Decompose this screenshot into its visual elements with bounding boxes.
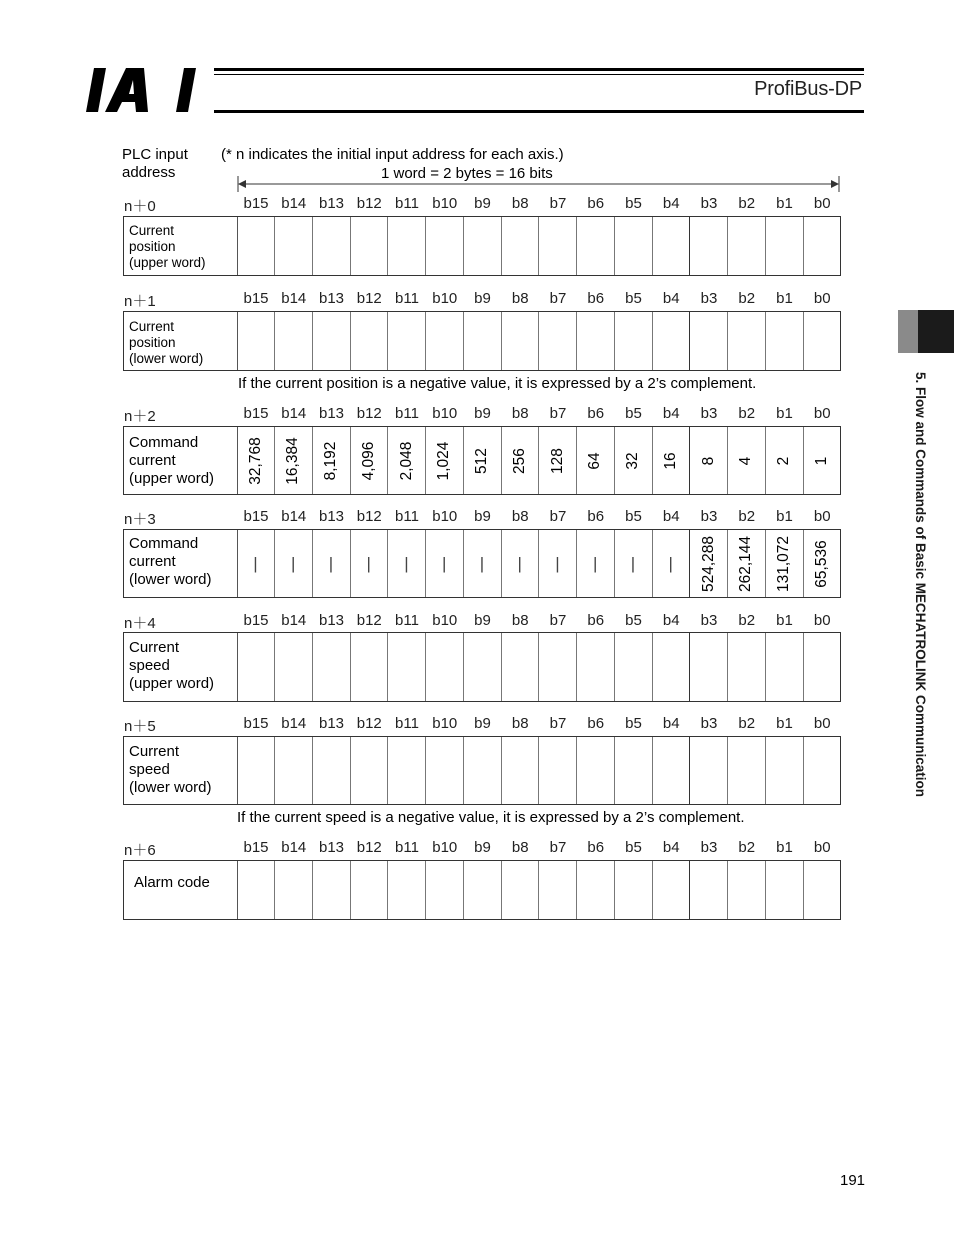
address-note: (* n indicates the initial input address for each axis.)	[221, 146, 564, 163]
bit-cell	[766, 861, 804, 919]
bit-cell	[539, 427, 577, 494]
bit-cell	[652, 312, 690, 370]
bit-cell	[728, 861, 766, 919]
bit-header: b11	[395, 839, 419, 856]
bit-cell	[652, 861, 690, 919]
bit-header: b5	[625, 839, 642, 856]
bit-header: b2	[738, 290, 756, 307]
bit-cell	[275, 861, 313, 919]
bit-header: b5	[625, 195, 642, 212]
plc-input-address-label: PLC input address	[122, 146, 188, 181]
bit-header: b5	[625, 405, 642, 422]
bit-header: b6	[587, 715, 605, 732]
bit-header: b14	[281, 508, 307, 525]
bit-header: b14	[281, 405, 307, 422]
bit-header: b8	[511, 612, 529, 629]
word-span-arrow	[236, 176, 842, 192]
bit-header: b13	[318, 195, 345, 212]
register-row	[123, 311, 841, 371]
bit-cell	[501, 312, 539, 370]
bit-weight-value: |	[668, 553, 673, 573]
register-description: Current position (upper word)	[129, 223, 206, 270]
bit-weight-value: 8,192	[322, 441, 339, 480]
bit-header: b6	[587, 195, 605, 212]
bit-header: b2	[738, 839, 756, 856]
bit-header: b9	[474, 290, 491, 307]
chapter-tab-gray	[898, 310, 918, 353]
bit-weight-value: 4,096	[359, 441, 377, 480]
register-address: n＋1	[124, 293, 156, 310]
bit-header: b2	[738, 405, 756, 422]
bit-cell	[728, 737, 766, 804]
register-description-cell	[124, 633, 238, 701]
bit-header: b10	[432, 715, 458, 732]
bit-header: b7	[549, 290, 567, 307]
bit-cell	[313, 312, 351, 370]
register-description-cell	[124, 737, 238, 804]
bit-header: b10	[432, 839, 458, 856]
bit-cell	[350, 312, 388, 370]
bit-header: b6	[587, 508, 605, 525]
bit-cell	[464, 530, 502, 597]
bit-cell	[501, 427, 539, 494]
bit-header: b6	[587, 405, 605, 422]
bit-header: b1	[776, 715, 793, 732]
bit-weight-value: 64	[586, 451, 604, 470]
bit-cell	[501, 861, 539, 919]
bit-weight-value: 128	[548, 447, 566, 474]
bit-header: b8	[511, 715, 529, 732]
bit-header: b13	[318, 290, 345, 307]
bit-header: b7	[549, 839, 567, 856]
bit-header: b12	[356, 405, 382, 422]
bit-cell	[464, 312, 502, 370]
bit-cell	[577, 427, 615, 494]
bit-cell	[690, 217, 728, 275]
bit-cell	[615, 530, 653, 597]
bit-header: b2	[738, 195, 756, 212]
bit-header: b0	[813, 612, 831, 629]
bit-weight-value: |	[593, 553, 598, 573]
bit-cell	[464, 427, 502, 494]
bit-header: b13	[318, 405, 345, 422]
bit-cell	[275, 737, 313, 804]
register-address: n＋4	[124, 615, 156, 632]
bit-weight-value: 16,384	[284, 436, 302, 485]
register-description: Command current (upper word)	[129, 434, 215, 487]
bit-weight-value: |	[404, 553, 409, 573]
bit-header: b10	[432, 405, 458, 422]
bit-cell	[426, 861, 464, 919]
bit-cell	[350, 737, 388, 804]
bit-cell	[275, 217, 313, 275]
bit-cell	[237, 633, 275, 701]
bit-cell	[237, 217, 275, 275]
bit-cell	[690, 530, 728, 597]
bit-weight-value: 16	[661, 451, 679, 470]
iai-logo	[86, 66, 206, 114]
bit-cell	[652, 217, 690, 275]
bit-header: b13	[318, 839, 345, 856]
bit-header: b0	[813, 290, 831, 307]
bit-header: b2	[738, 508, 756, 525]
bit-cell	[803, 312, 841, 370]
bit-cell	[803, 427, 841, 494]
bit-cell	[388, 633, 426, 701]
bit-cell	[766, 633, 804, 701]
register-description: Current speed (lower word)	[129, 743, 212, 796]
bit-header: b8	[511, 508, 529, 525]
bit-header: b1	[776, 839, 793, 856]
bit-header: b4	[662, 508, 680, 525]
bit-header: b11	[395, 715, 419, 732]
bit-cell	[652, 530, 690, 597]
bit-cell	[464, 861, 502, 919]
bit-header: b15	[243, 508, 269, 525]
bit-header: b12	[356, 715, 382, 732]
bit-cell	[388, 427, 426, 494]
bit-weight-value: 1	[813, 456, 831, 465]
bit-weight-value: |	[479, 553, 485, 573]
bit-weight-value: 256	[510, 447, 528, 474]
bit-header: b6	[587, 612, 605, 629]
bit-weight-value: 524,288	[699, 535, 717, 592]
word-span-label: 1 word = 2 bytes = 16 bits	[381, 165, 553, 182]
bit-header: b14	[281, 290, 307, 307]
register-description-cell	[124, 312, 238, 370]
bit-weight-value: 4	[737, 456, 755, 465]
bit-cell	[803, 737, 841, 804]
bit-cell	[690, 427, 728, 494]
bit-cell	[615, 861, 653, 919]
bit-cell	[313, 861, 351, 919]
bit-header: b15	[243, 290, 269, 307]
register-description: Command current (lower word)	[129, 535, 212, 588]
chapter-side-title: 5. Flow and Commands of Basic MECHATROLINK Communication	[913, 372, 928, 798]
bit-cell	[388, 312, 426, 370]
bit-weight-value: 1,024	[435, 441, 453, 480]
bit-cell	[615, 427, 653, 494]
bit-cell	[652, 737, 690, 804]
bit-header: b3	[700, 290, 718, 307]
bit-cell	[652, 427, 690, 494]
bit-header: b4	[662, 195, 680, 212]
header-rule-bottom	[214, 110, 864, 113]
bit-cell	[275, 633, 313, 701]
bit-header: b5	[625, 715, 642, 732]
bit-weight-value: 2,048	[397, 441, 415, 480]
register-description: Alarm code	[134, 874, 210, 891]
bit-weight-value: 8	[699, 456, 717, 465]
bit-header: b7	[549, 195, 567, 212]
bit-header: b7	[549, 715, 567, 732]
bit-header: b9	[474, 195, 491, 212]
bit-header: b12	[356, 195, 382, 212]
bit-header: b5	[625, 290, 642, 307]
bit-header: b11	[395, 612, 419, 629]
bit-cell	[464, 217, 502, 275]
bit-cell	[237, 737, 275, 804]
bit-header: b14	[281, 612, 307, 629]
bit-cell	[350, 217, 388, 275]
bit-header: b6	[587, 839, 605, 856]
bit-header: b6	[587, 290, 605, 307]
bit-cell	[313, 530, 351, 597]
bit-header: b9	[474, 405, 491, 422]
bit-header: b9	[474, 715, 491, 732]
bit-header: b0	[813, 195, 831, 212]
bit-cell	[350, 861, 388, 919]
bit-header: b8	[511, 195, 529, 212]
register-description-cell	[124, 427, 238, 494]
bit-header: b4	[662, 612, 680, 629]
page-number: 191	[840, 1172, 866, 1189]
bit-header: b3	[700, 612, 718, 629]
bit-cell	[388, 217, 426, 275]
bit-header: b10	[432, 612, 458, 629]
bit-cell	[690, 861, 728, 919]
bit-header: b10	[432, 508, 458, 525]
bit-cell	[539, 861, 577, 919]
bit-cell	[577, 861, 615, 919]
bit-cell	[501, 737, 539, 804]
bit-cell	[803, 633, 841, 701]
bit-cell	[766, 530, 804, 597]
bit-cell	[350, 530, 388, 597]
bit-cell	[615, 633, 653, 701]
bit-cell	[728, 633, 766, 701]
bit-header: b12	[356, 508, 382, 525]
bit-header: b15	[243, 612, 269, 629]
bit-cell	[388, 530, 426, 597]
bit-header: b15	[243, 839, 269, 856]
bit-cell	[539, 217, 577, 275]
bit-cell	[388, 861, 426, 919]
bit-header: b0	[813, 405, 831, 422]
bit-cell	[426, 737, 464, 804]
bit-weight-value: 131,072	[775, 535, 792, 592]
bit-header: b9	[474, 508, 491, 525]
bit-cell	[577, 530, 615, 597]
bit-cell	[615, 312, 653, 370]
bit-header: b1	[776, 195, 793, 212]
bit-cell	[577, 737, 615, 804]
bit-cell	[237, 312, 275, 370]
bit-cell	[766, 217, 804, 275]
bit-weight-value: |	[442, 553, 447, 573]
bit-cell	[501, 633, 539, 701]
position-complement-note: If the current position is a negative value, it is expressed by a 2’s complement.	[238, 375, 757, 392]
bit-cell	[313, 427, 351, 494]
bit-cell	[426, 217, 464, 275]
bit-header: b3	[700, 715, 718, 732]
register-address: n＋0	[124, 198, 156, 215]
bit-cell	[501, 530, 539, 597]
bit-header: b8	[511, 405, 529, 422]
bit-header: b5	[625, 612, 642, 629]
bit-cell	[426, 312, 464, 370]
register-description: Current position (lower word)	[129, 319, 204, 366]
bit-cell	[237, 530, 275, 597]
register-description: Current speed (upper word)	[129, 639, 215, 692]
bit-cell	[615, 737, 653, 804]
speed-complement-note: If the current speed is a negative value, it is expressed by a 2’s complement.	[237, 809, 745, 826]
bit-cell	[728, 427, 766, 494]
bit-header: b4	[662, 839, 680, 856]
bit-weight-value: |	[366, 553, 371, 573]
register-address: n＋2	[124, 408, 156, 425]
bit-header: b15	[243, 405, 269, 422]
bit-cell	[388, 737, 426, 804]
chapter-tab-black	[918, 310, 954, 353]
register-description-cell	[124, 861, 238, 919]
register-description-cell	[124, 530, 238, 597]
bit-header: b0	[813, 839, 831, 856]
bit-cell	[350, 427, 388, 494]
bit-header: b0	[813, 508, 831, 525]
bit-cell	[577, 312, 615, 370]
register-row	[123, 529, 841, 598]
bit-header: b1	[776, 612, 793, 629]
bit-cell	[313, 217, 351, 275]
bit-cell	[728, 312, 766, 370]
bit-header: b12	[356, 839, 382, 856]
bit-cell	[539, 312, 577, 370]
bit-cell	[275, 530, 313, 597]
bit-cell	[501, 217, 539, 275]
bit-cell	[652, 633, 690, 701]
bit-header: b4	[662, 715, 680, 732]
register-row	[123, 216, 841, 276]
bit-cell	[313, 633, 351, 701]
bit-header: b8	[511, 839, 529, 856]
bit-cell	[728, 530, 766, 597]
header-rule-thin	[214, 74, 864, 75]
bit-weight-value: |	[291, 553, 296, 573]
bit-header: b7	[549, 405, 567, 422]
bit-header: b15	[243, 715, 269, 732]
bit-header: b12	[356, 612, 382, 629]
bit-header: b11	[395, 290, 419, 307]
bit-cell	[690, 737, 728, 804]
bit-cell	[275, 427, 313, 494]
bit-header: b15	[243, 195, 269, 212]
bit-header: b10	[432, 195, 458, 212]
bit-cell	[464, 633, 502, 701]
bit-cell	[803, 530, 841, 597]
bit-weight-value: |	[555, 553, 560, 573]
register-row	[123, 736, 841, 805]
bit-header: b14	[281, 195, 307, 212]
bit-cell	[350, 633, 388, 701]
bit-cell	[577, 217, 615, 275]
register-row	[123, 860, 841, 920]
header-title: ProfiBus-DP	[754, 78, 862, 100]
bit-header: b1	[776, 405, 793, 422]
bit-header: b4	[662, 290, 680, 307]
bit-header: b11	[395, 405, 419, 422]
bit-header: b3	[700, 839, 718, 856]
bit-weight-value: |	[517, 553, 522, 573]
bit-header: b7	[549, 612, 567, 629]
bit-cell	[426, 530, 464, 597]
bit-header: b7	[549, 508, 567, 525]
register-address: n＋6	[124, 842, 156, 859]
bit-header: b1	[776, 290, 793, 307]
register-row	[123, 632, 841, 702]
bit-header: b13	[318, 508, 345, 525]
bit-header: b14	[281, 715, 307, 732]
bit-header: b3	[700, 508, 718, 525]
register-row	[123, 426, 841, 495]
bit-weight-value: |	[630, 553, 636, 573]
register-description-cell	[124, 217, 238, 275]
bit-cell	[577, 633, 615, 701]
bit-cell	[728, 217, 766, 275]
bit-weight-value: 512	[473, 447, 490, 474]
bit-header: b3	[700, 405, 718, 422]
bit-weight-value: 32,768	[246, 436, 264, 485]
bit-header: b8	[511, 290, 529, 307]
bit-cell	[690, 633, 728, 701]
bit-cell	[313, 737, 351, 804]
bit-cell	[766, 737, 804, 804]
bit-cell	[426, 427, 464, 494]
bit-header: b11	[395, 195, 419, 212]
bit-header: b12	[356, 290, 382, 307]
bit-header: b4	[662, 405, 680, 422]
bit-weight-value: 32	[624, 451, 641, 470]
bit-header: b9	[474, 612, 491, 629]
bit-weight-value: |	[253, 553, 258, 573]
bit-cell	[426, 633, 464, 701]
bit-header: b3	[700, 195, 718, 212]
header-rule-top	[214, 68, 864, 71]
bit-header: b5	[625, 508, 642, 525]
bit-cell	[539, 633, 577, 701]
bit-header: b2	[738, 715, 756, 732]
bit-header: b0	[813, 715, 831, 732]
bit-cell	[275, 312, 313, 370]
register-address: n＋3	[124, 511, 156, 528]
bit-header: b10	[432, 290, 458, 307]
bit-header: b1	[776, 508, 793, 525]
bit-weight-value: 65,536	[813, 539, 831, 588]
bit-cell	[237, 861, 275, 919]
bit-cell	[539, 737, 577, 804]
bit-cell	[766, 427, 804, 494]
bit-header: b11	[395, 508, 419, 525]
bit-weight-value: 262,144	[737, 535, 755, 592]
bit-cell	[803, 217, 841, 275]
bit-header: b9	[474, 839, 491, 856]
bit-weight-value: |	[328, 553, 334, 573]
register-address: n＋5	[124, 718, 156, 735]
bit-header: b13	[318, 612, 345, 629]
bit-header: b13	[318, 715, 345, 732]
bit-cell	[803, 861, 841, 919]
bit-cell	[615, 217, 653, 275]
bit-header: b2	[738, 612, 756, 629]
bit-cell	[766, 312, 804, 370]
bit-header: b14	[281, 839, 307, 856]
bit-cell	[237, 427, 275, 494]
bit-cell	[539, 530, 577, 597]
bit-weight-value: 2	[775, 456, 792, 465]
bit-cell	[464, 737, 502, 804]
bit-cell	[690, 312, 728, 370]
